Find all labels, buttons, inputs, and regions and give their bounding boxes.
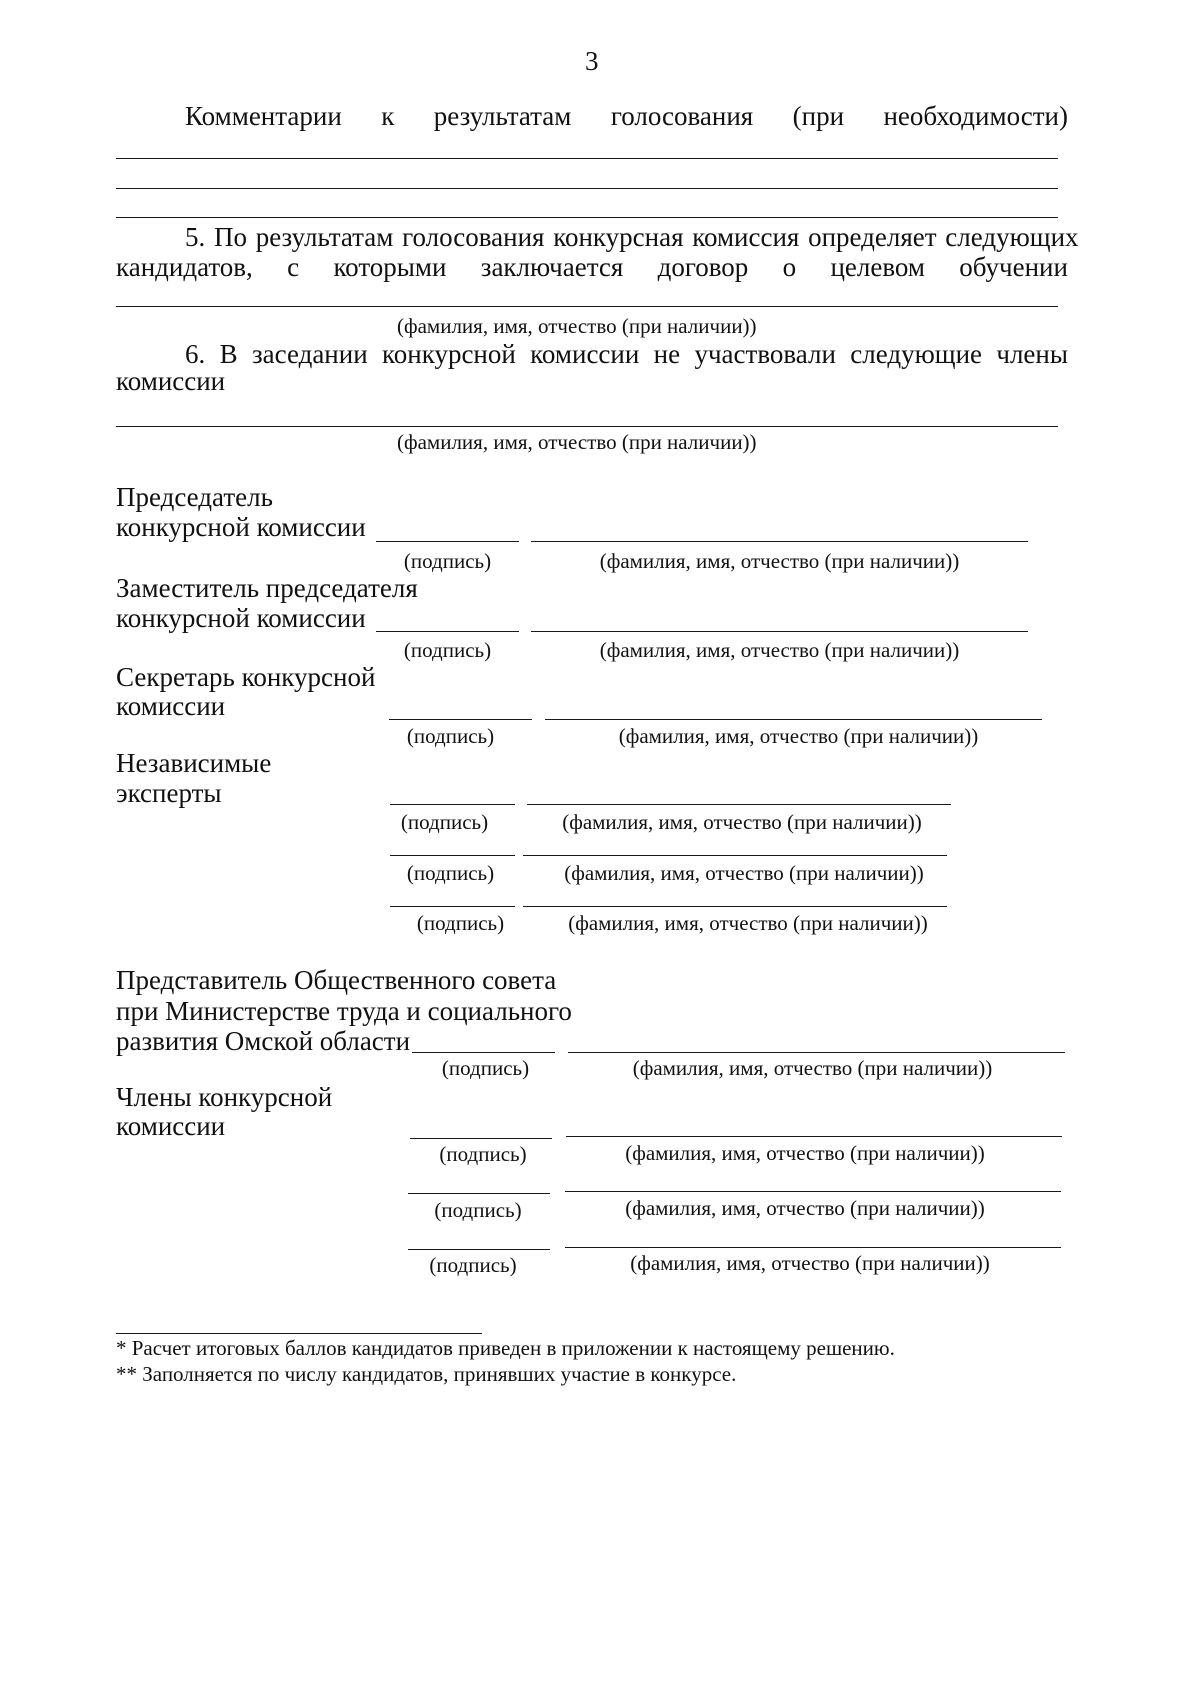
comments-fill-line-2 xyxy=(116,188,1058,189)
section5-line1: 5. По результатам голосования конкурсная комиссия определяет следующих xyxy=(185,222,1079,252)
member1-name-caption: (фамилия, имя, отчество (при наличии)) xyxy=(625,1141,985,1165)
comments-heading: Комментарии к результатам голосования (при необходимости) xyxy=(185,101,1068,131)
chairman-name-caption: (фамилия, имя, отчество (при наличии)) xyxy=(599,549,960,573)
member3-name-caption: (фамилия, имя, отчество (при наличии)) xyxy=(630,1251,990,1275)
deputy-title-line2: конкурсной комиссии xyxy=(116,603,366,633)
member3-name-line[interactable] xyxy=(565,1247,1061,1248)
representative-signature-line[interactable] xyxy=(412,1052,555,1053)
footnote-separator xyxy=(116,1333,482,1334)
member1-signature-caption: (подпись) xyxy=(439,1142,527,1166)
expert2-signature-line[interactable] xyxy=(390,855,515,856)
experts-title-line2: эксперты xyxy=(116,778,222,808)
expert2-name-line[interactable] xyxy=(523,855,947,856)
comments-fill-line-3 xyxy=(116,217,1058,218)
expert3-signature-line[interactable] xyxy=(390,906,515,907)
chairman-signature-caption: (подпись) xyxy=(403,549,492,573)
secretary-signature-caption: (подпись) xyxy=(406,724,495,748)
representative-name-caption: (фамилия, имя, отчество (при наличии)) xyxy=(632,1056,993,1080)
chairman-title-line2: конкурсной комиссии xyxy=(116,512,366,542)
deputy-signature-caption: (подпись) xyxy=(403,638,492,662)
member3-signature-caption: (подпись) xyxy=(429,1253,517,1277)
secretary-name-caption: (фамилия, имя, отчество (при наличии)) xyxy=(618,724,979,748)
secretary-title-line2: комиссии xyxy=(116,691,226,721)
member3-signature-line[interactable] xyxy=(408,1249,550,1250)
page-number: 3 xyxy=(585,46,599,76)
deputy-title-line1: Заместитель председателя xyxy=(116,573,418,603)
deputy-name-caption: (фамилия, имя, отчество (при наличии)) xyxy=(599,638,960,662)
members-title-line2: комиссии xyxy=(116,1111,226,1141)
expert2-signature-caption: (подпись) xyxy=(406,861,495,885)
expert1-signature-caption: (подпись) xyxy=(400,810,489,834)
secretary-title-line1: Секретарь конкурсной xyxy=(116,662,376,692)
section6-line1: 6. В заседании конкурсной комиссии не участвовали следующие члены xyxy=(185,339,1068,369)
section6-fill-line xyxy=(116,426,1058,427)
chairman-title-line1: Председатель xyxy=(116,482,273,512)
experts-title-line1: Независимые xyxy=(116,748,272,778)
representative-name-line[interactable] xyxy=(568,1052,1065,1053)
member1-name-line[interactable] xyxy=(566,1136,1062,1137)
member2-name-caption: (фамилия, имя, отчество (при наличии)) xyxy=(625,1196,985,1220)
section5-fill-line xyxy=(116,306,1058,307)
member1-signature-line[interactable] xyxy=(410,1138,552,1139)
expert3-name-line[interactable] xyxy=(523,906,947,907)
expert3-signature-caption: (подпись) xyxy=(416,911,505,935)
footnote-1: * Расчет итоговых баллов кандидатов приведен в приложении к настоящему решению. xyxy=(116,1336,895,1360)
chairman-signature-line[interactable] xyxy=(376,541,519,542)
expert1-signature-line[interactable] xyxy=(390,804,515,805)
secretary-signature-line[interactable] xyxy=(389,719,532,720)
member2-signature-line[interactable] xyxy=(408,1193,550,1194)
secretary-name-line[interactable] xyxy=(545,719,1042,720)
section6-caption: (фамилия, имя, отчество (при наличии)) xyxy=(397,430,757,454)
member2-signature-caption: (подпись) xyxy=(434,1198,522,1222)
footnote-2: ** Заполняется по числу кандидатов, принявших участие в конкурсе. xyxy=(116,1362,737,1386)
deputy-name-line[interactable] xyxy=(531,631,1028,632)
section6-line2: комиссии xyxy=(116,366,226,396)
representative-title-line2: при Министерстве труда и социального xyxy=(116,996,572,1026)
comments-fill-line-1 xyxy=(116,158,1058,159)
representative-title-line1: Представитель Общественного совета xyxy=(116,965,557,995)
expert2-name-caption: (фамилия, имя, отчество (при наличии)) xyxy=(564,861,924,885)
member2-name-line[interactable] xyxy=(565,1191,1061,1192)
deputy-signature-line[interactable] xyxy=(376,631,519,632)
expert1-name-line[interactable] xyxy=(527,804,951,805)
representative-title-line3: развития Омской области xyxy=(116,1026,411,1056)
section5-line2: кандидатов, с которыми заключается договор о целевом обучении xyxy=(116,252,1068,282)
representative-signature-caption: (подпись) xyxy=(441,1056,530,1080)
expert3-name-caption: (фамилия, имя, отчество (при наличии)) xyxy=(568,911,928,935)
section5-caption: (фамилия, имя, отчество (при наличии)) xyxy=(397,314,757,338)
members-title-line1: Члены конкурсной xyxy=(116,1082,333,1112)
chairman-name-line[interactable] xyxy=(531,541,1028,542)
expert1-name-caption: (фамилия, имя, отчество (при наличии)) xyxy=(562,810,922,834)
